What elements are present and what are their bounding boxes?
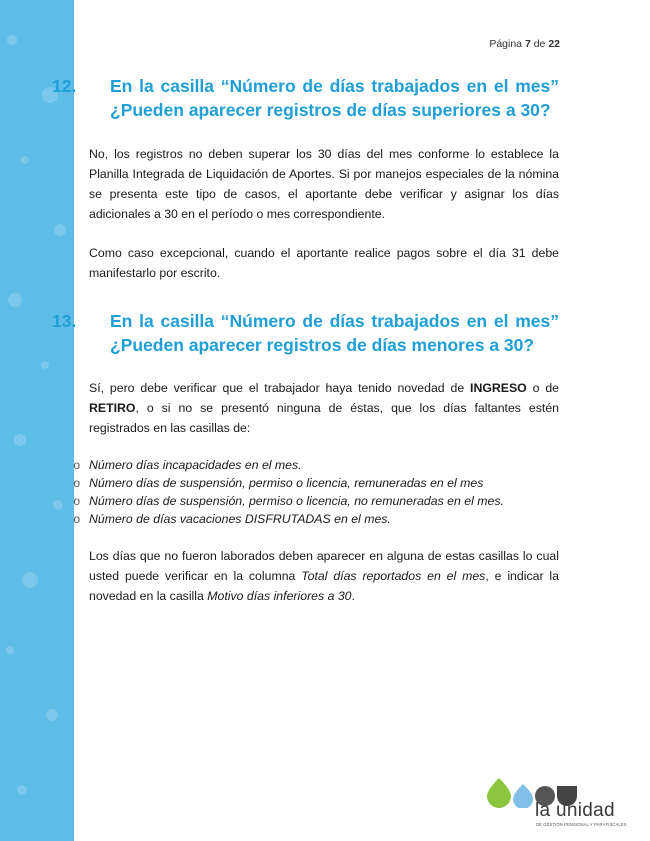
section-13-paragraph-1: Sí, pero debe verificar que el trabajador haya tenido novedad de INGRESO o de RETIRO, o si no se presentó ninguna de éstas, que los días faltantes estén registrados en las casillas de:	[89, 381, 559, 435]
bullet-icon: o	[73, 476, 80, 490]
section-12-paragraph-1: No, los registros no deben superar los 30 días del mes conforme lo establece la Planilla Integrada de Liquidación de Aportes. Si por manejos especiales de la nómina se presenta este tipo de casos, el aportante debe verificar y asignar los días adicionales a 30 en el período o mes correspondiente.	[89, 147, 559, 221]
section-title: En la casilla “Número de días trabajados en el mes” ¿Pueden aparecer registros de días superiores a 30?	[110, 76, 559, 120]
section-13-heading	[52, 309, 559, 357]
la-unidad-logo	[485, 774, 625, 830]
logo-tagline: DE GESTIÓN PENSIONAL Y PARAFISCALES	[536, 822, 627, 827]
section-title: En la casilla “Número de días trabajados en el mes” ¿Pueden aparecer registros de días menores a 30?	[110, 311, 559, 355]
bullet-icon: o	[73, 494, 80, 508]
bullet-icon: o	[73, 512, 80, 526]
side-band	[0, 0, 74, 841]
casillas-list	[31, 456, 559, 528]
section-number: 13.	[52, 311, 77, 331]
list-item: o Número días de suspensión, permiso o licencia, no remuneradas en el mes.	[31, 492, 559, 510]
logo-brand-text: la unidad	[535, 800, 615, 821]
section-13-paragraph-2: Los días que no fueron laborados deben aparecer en alguna de estas casillas lo cual usted puede verificar en la columna Total días reportados en el mes, e indicar la novedad en la casilla Motivo días inferiores a 30.	[89, 549, 559, 603]
side-band-pattern	[0, 0, 74, 841]
list-item: o Número de días vacaciones DISFRUTADAS en el mes.	[31, 510, 559, 528]
section-number: 12.	[52, 76, 77, 96]
page-number: Página 7 de 22	[489, 38, 560, 50]
section-12-paragraph-2: Como caso excepcional, cuando el aportante realice pagos sobre el día 31 debe manifestarlo por escrito.	[89, 246, 559, 280]
list-item: o Número días incapacidades en el mes.	[31, 456, 559, 474]
document-body	[52, 74, 559, 606]
list-item: o Número días de suspensión, permiso o licencia, remuneradas en el mes	[31, 474, 559, 492]
section-12-heading	[52, 74, 559, 122]
bullet-icon: o	[73, 458, 80, 472]
